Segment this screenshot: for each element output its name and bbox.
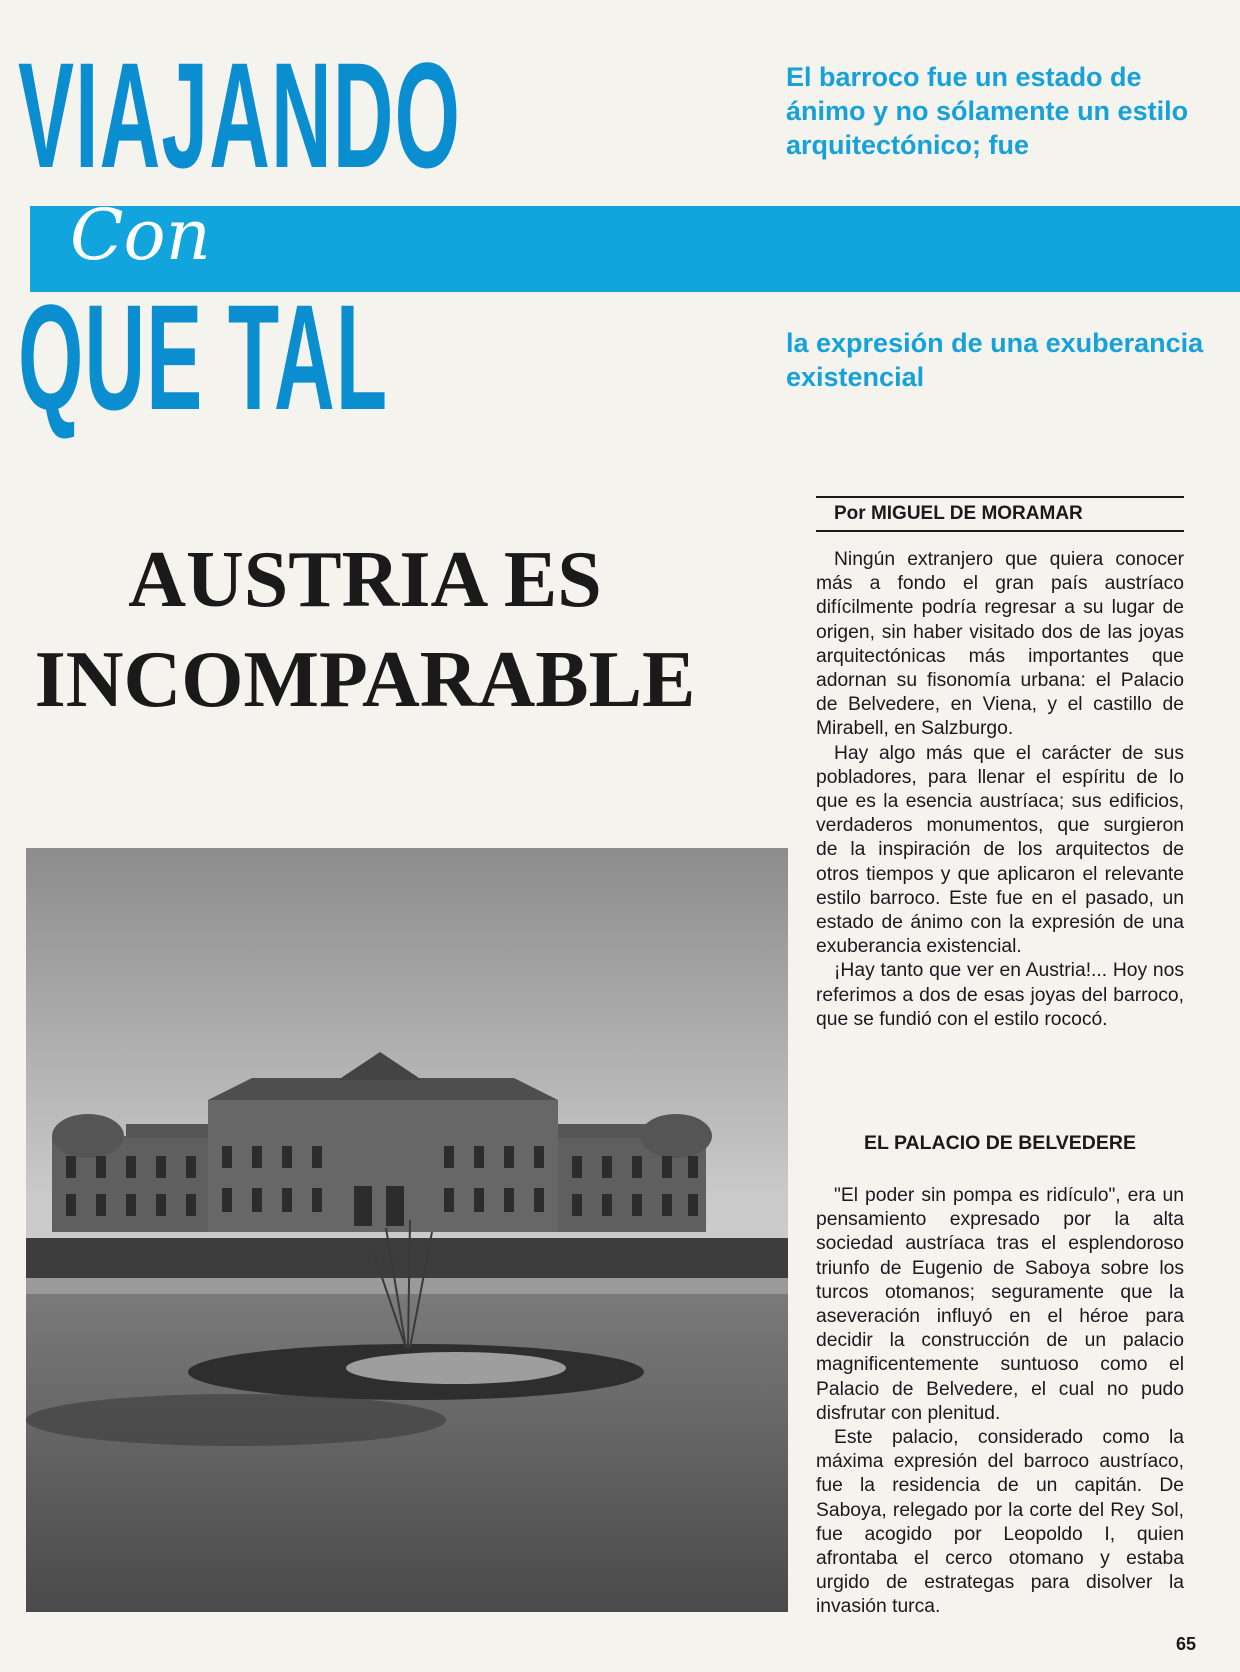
paragraph: "El poder sin pompa es ridículo", era un pensamiento expresado por la alta sociedad austríaca tras el esplendoroso triunfo de Eugenio de Saboya sobre los turcos otomanos; seguramente que la aseveración influyó en el héroe para decidir la construcción de un palacio magnificentemente suntuoso como el Palacio de Belvedere, el cual no pudo disfrutar con plenitud. (816, 1185, 1184, 1424)
belvedere-palace-photo (26, 848, 788, 1612)
headline-line-1: AUSTRIA ES (128, 536, 602, 624)
paragraph: ¡Hay tanto que ver en Austria!... Hoy nos referimos a dos de esas joyas del barroco, que se fundió con el estilo rococó. (816, 960, 1184, 1030)
paragraph: Hay algo más que el carácter de sus pobladores, para llenar el espíritu de lo que es la esencia austríaca; sus edificios, verdaderos monumentos, que surgieron de la inspiración de los arquitectos de otros tiempos y que aplicaron el relevante estilo barroco. Este fue en el pasado, un estado de ánimo con la expresión de una exuberancia existencial. (816, 742, 1184, 958)
body-column-section (816, 1184, 1184, 1620)
masthead-logo-top: VIAJANDO (18, 31, 462, 199)
page-number: 65 (1176, 1634, 1197, 1654)
deck-text-top: El barroco fue un estado de ánimo y no sólamente un estilo arquitectónico; fue (786, 62, 1189, 160)
section-heading: EL PALACIO DE BELVEDERE (864, 1132, 1136, 1154)
masthead-logo-bottom: QUE TAL (18, 273, 389, 441)
masthead-logo-middle: Con (70, 194, 211, 276)
paragraph: Este palacio, considerado como la máxima expresión del barroco austríaco, fue la residencia de un capitán. De Saboya, relegado por la corte del Rey Sol, fue acogido por Leopoldo I, quien afrontaba el cerco otomano y estaba urgido de estrategas para disolver la invasión turca. (816, 1427, 1184, 1618)
garden-path (26, 1278, 788, 1294)
headline-line-2: INCOMPARABLE (34, 636, 696, 724)
byline: Por MIGUEL DE MORAMAR (816, 496, 1184, 532)
deck-text-bottom: la expresión de una exuberancia existencial (786, 328, 1204, 392)
article-headline (0, 530, 730, 730)
body-column-intro (816, 548, 1184, 1032)
lawn (26, 1294, 788, 1612)
paragraph: Ningún extranjero que quiera conocer más a fondo el gran país austríaco difícilmente podría regresar a su lugar de origen, sin haber visitado dos de las joyas arquitectónicas más importantes que adornan su fisonomía urbana: el Palacio de Belvedere, en Viena, y el castillo de Mirabell, en Salzburgo. (816, 549, 1184, 740)
reflecting-pool (26, 1238, 788, 1278)
